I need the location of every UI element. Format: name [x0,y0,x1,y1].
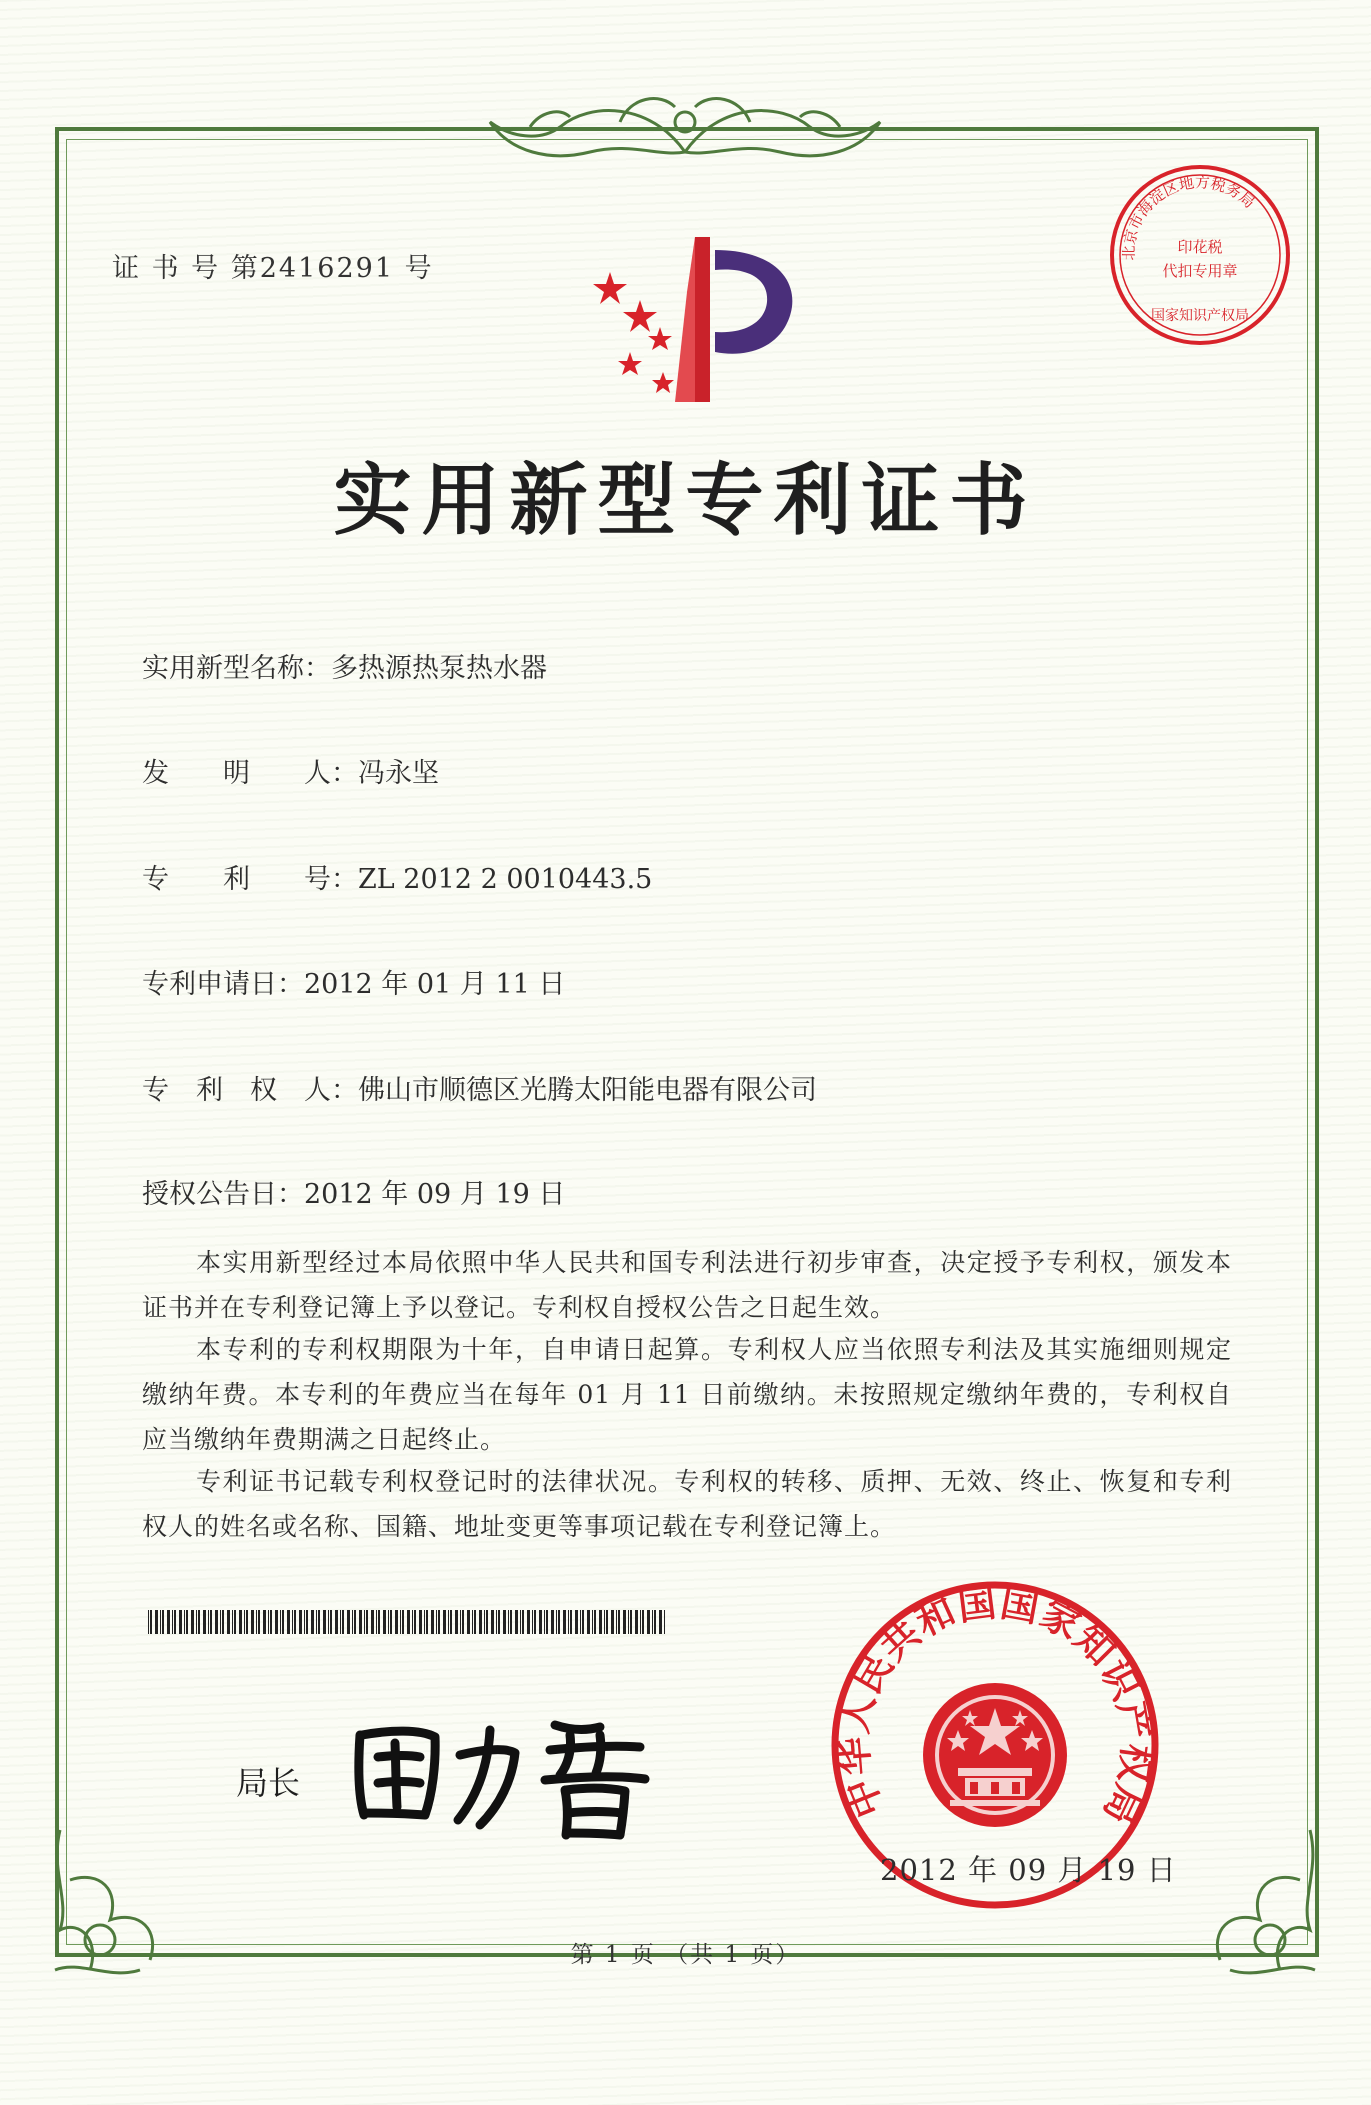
barcode-bar [498,1610,500,1634]
barcode-bar [606,1610,608,1634]
barcode-bar [570,1610,572,1634]
field-label: 专 利 号： [142,864,358,895]
barcode-bar [364,1610,365,1634]
barcode-bar [515,1610,518,1634]
barcode-bar [599,1610,602,1634]
barcode-bar [208,1610,209,1634]
field-value: 冯永坚 [358,758,439,789]
field-application-date [142,962,565,1001]
barcode-bar [174,1610,176,1634]
barcode-bar [371,1610,374,1634]
barcode-bar [630,1610,632,1634]
barcode-bar [299,1610,302,1634]
barcode-bar [340,1610,341,1634]
field-value: 佛山市顺德区光腾太阳能电器有限公司 [358,1075,817,1106]
barcode-bar [448,1610,449,1634]
seal-date: 2012 年 09 月 19 日 [880,1853,1177,1887]
barcode-bar [551,1610,554,1634]
barcode-bar [508,1610,509,1634]
barcode-bar [628,1610,629,1634]
certificate-number: 证 书 号 第2416291 号 [112,253,434,284]
paragraph-legal-status: 专利证书记载专利权登记时的法律状况。专利权的转移、质押、无效、终止、恢复和专利权人的姓名或名称、国籍、地址变更等事项记载在专利登记簿上。 [142,1467,1232,1541]
top-ornament-icon [470,82,900,172]
tax-seal-ring-text: 北京市海淀区地方税务局 [1119,173,1259,261]
barcode-bar [496,1610,497,1634]
barcode-bar [220,1610,221,1634]
field-grant-date [142,1172,565,1211]
barcode-bar [172,1610,173,1634]
tax-seal-line2: 代扣专用章 [1162,262,1238,280]
barcode-bar [587,1610,590,1634]
barcode-bar [563,1610,566,1634]
barcode-bar [352,1610,353,1634]
barcode-bar [215,1610,218,1634]
barcode-bar [635,1610,638,1634]
barcode-bar [186,1610,188,1634]
barcode-bar [568,1610,569,1634]
field-value: ZL 2012 2 0010443.5 [358,864,653,895]
field-label: 专利申请日： [142,969,304,1000]
barcode-bar [395,1610,398,1634]
barcode-bar [438,1610,440,1634]
barcode-bar [366,1610,368,1634]
field-utility-model-name [142,646,547,685]
barcode-bar [162,1610,164,1634]
barcode-bar [556,1610,557,1634]
patent-office-logo-icon [575,232,810,407]
page-number: 第 1 页 （共 1 页） [570,1942,801,1968]
barcode-bar [184,1610,185,1634]
barcode-bar [359,1610,362,1634]
barcode-bar [258,1610,260,1634]
barcode-bar [431,1610,434,1634]
barcode-bar [155,1610,158,1634]
barcode-bar [232,1610,233,1634]
barcode-bar [383,1610,386,1634]
barcode-bar [611,1610,614,1634]
field-label: 发 明 人： [142,758,358,789]
barcode-bar [246,1610,248,1634]
barcode-bar [479,1610,482,1634]
barcode-bar [407,1610,410,1634]
barcode-bar [244,1610,245,1634]
director-signature [340,1695,660,1845]
field-value: 2012 年 01 月 11 日 [304,969,566,1000]
barcode-bar [419,1610,422,1634]
barcode-icon [148,1610,668,1634]
barcode-bar [222,1610,224,1634]
barcode-bar [604,1610,605,1634]
barcode-bar [462,1610,464,1634]
barcode-bar [592,1610,593,1634]
barcode-bar [256,1610,257,1634]
certificate-title: 实用新型专利证书 [333,456,1038,546]
barcode-bar [426,1610,428,1634]
tax-seal-line1: 印花税 [1177,238,1223,256]
barcode-bar [575,1610,578,1634]
barcode-bar [424,1610,425,1634]
barcode-bar [659,1610,662,1634]
barcode-bar [263,1610,266,1634]
barcode-bar [474,1610,476,1634]
field-inventor [142,751,439,790]
barcode-bar [472,1610,473,1634]
barcode-bar [268,1610,269,1634]
barcode-bar [532,1610,533,1634]
field-value: 多热源热泵热水器 [331,653,547,684]
barcode-bar [150,1610,152,1634]
barcode-bar [196,1610,197,1634]
barcode-bar [647,1610,650,1634]
barcode-bar [306,1610,308,1634]
barcode-bar [191,1610,194,1634]
barcode-bar [436,1610,437,1634]
barcode-bar [414,1610,416,1634]
barcode-bar [582,1610,584,1634]
barcode-bar [486,1610,488,1634]
barcode-bar [179,1610,182,1634]
tax-stamp-seal-icon [1105,160,1295,350]
paragraph-grant-statement: 本实用新型经过本局依照中华人民共和国专利法进行初步审查，决定授予专利权，颁发本证书并在专利登记簿上予以登记。专利权自授权公告之日起生效。 [142,1248,1232,1322]
barcode-bar [270,1610,272,1634]
barcode-bar [198,1610,200,1634]
barcode-bar [450,1610,452,1634]
barcode-bar [652,1610,653,1634]
barcode-bar [275,1610,278,1634]
field-label: 实用新型名称： [142,653,331,684]
barcode-bar [280,1610,281,1634]
barcode-bar [239,1610,242,1634]
barcode-bar [546,1610,548,1634]
barcode-bar [412,1610,413,1634]
barcode-bar [251,1610,254,1634]
barcode-bar [400,1610,401,1634]
barcode-bar [210,1610,212,1634]
barcode-bar [160,1610,161,1634]
barcode-bar [503,1610,506,1634]
barcode-bar [148,1610,149,1634]
barcode-bar [510,1610,512,1634]
barcode-bar [491,1610,494,1634]
barcode-bar [443,1610,446,1634]
barcode-bar [623,1610,626,1634]
barcode-bar [335,1610,338,1634]
barcode-bar [390,1610,392,1634]
barcode-bar [558,1610,560,1634]
barcode-bar [167,1610,170,1634]
field-value: 2012 年 09 月 19 日 [304,1179,566,1210]
barcode-bar [294,1610,296,1634]
barcode-bar [594,1610,596,1634]
barcode-bar [330,1610,332,1634]
barcode-bar [347,1610,350,1634]
barcode-bar [316,1610,317,1634]
field-patentee [142,1068,817,1107]
barcode-bar [467,1610,470,1634]
barcode-bar [376,1610,377,1634]
barcode-bar [292,1610,293,1634]
barcode-bar [227,1610,230,1634]
barcode-bar [642,1610,644,1634]
barcode-bar [484,1610,485,1634]
barcode-bar [544,1610,545,1634]
barcode-bar [304,1610,305,1634]
barcode-bar [580,1610,581,1634]
barcode-bar [402,1610,404,1634]
barcode-bar [522,1610,524,1634]
field-label: 专 利 权 人： [142,1075,358,1106]
paragraph-term-statement: 本专利的专利权期限为十年，自申请日起算。专利权人应当依照专利法及其实施细则规定缴纳年费。本专利的年费应当在每年 01 月 11 日前缴纳。未按照规定缴纳年费的，专利权自应当缴纳年费期满之日起终止。 [142,1335,1232,1454]
barcode-bar [534,1610,536,1634]
barcode-bar [342,1610,344,1634]
barcode-bar [378,1610,380,1634]
director-title: 局长 [236,1764,301,1802]
barcode-bar [234,1610,236,1634]
tax-seal-bottom-text: 国家知识产权局 [1151,308,1249,324]
barcode-bar [282,1610,284,1634]
barcode-bar [616,1610,617,1634]
barcode-bar [328,1610,329,1634]
barcode-bar [520,1610,521,1634]
barcode-bar [664,1610,665,1634]
barcode-bar [311,1610,314,1634]
barcode-bar [539,1610,542,1634]
field-label: 授权公告日： [142,1179,304,1210]
barcode-bar [654,1610,656,1634]
seal-ring-text: 中华人民共和国国家知识产权局 [830,1580,1160,1832]
barcode-bar [318,1610,320,1634]
barcode-bar [455,1610,458,1634]
barcode-bar [287,1610,290,1634]
barcode-bar [203,1610,206,1634]
barcode-bar [354,1610,356,1634]
barcode-bar [527,1610,530,1634]
barcode-bar [618,1610,620,1634]
barcode-bar [388,1610,389,1634]
barcode-bar [460,1610,461,1634]
field-patent-number [142,857,652,896]
barcode-bar [640,1610,641,1634]
barcode-bar [323,1610,326,1634]
